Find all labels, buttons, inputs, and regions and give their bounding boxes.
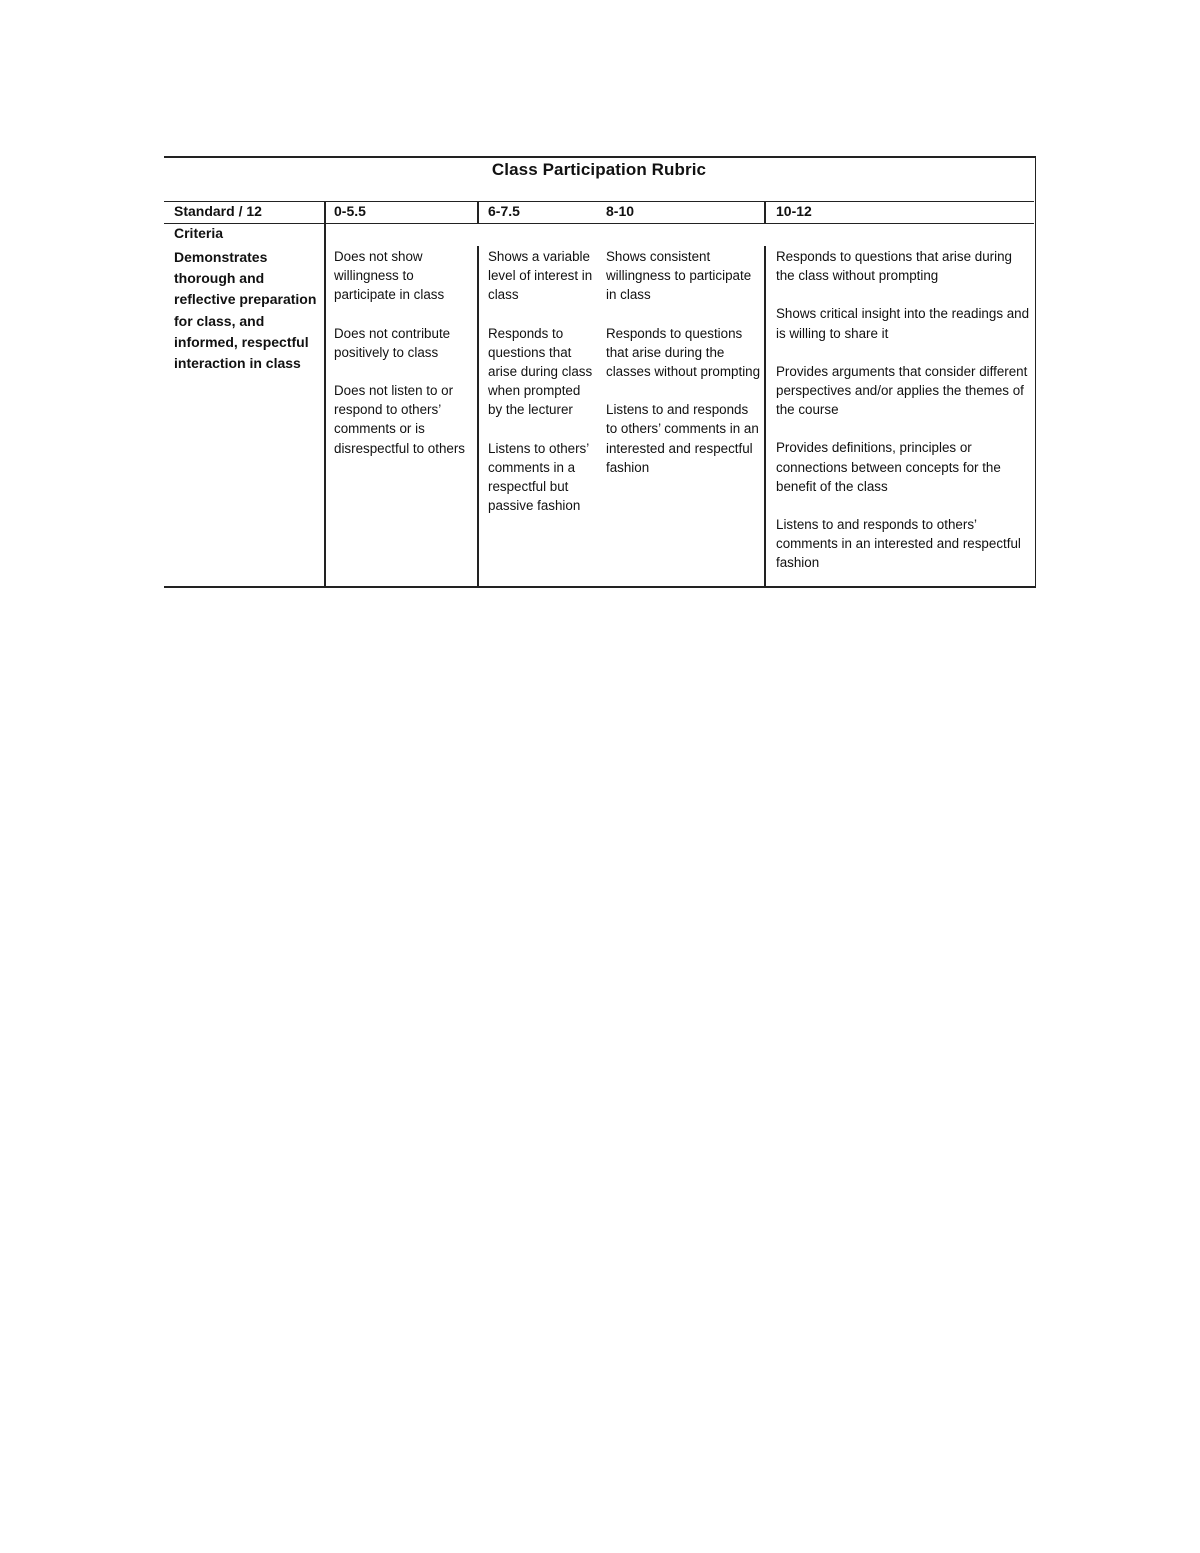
- header-score-8-10: 8-10: [606, 203, 635, 219]
- column-6-7-5: [488, 247, 596, 534]
- column-divider: [764, 202, 766, 224]
- descriptor: Shows consistent willingness to participate in class: [606, 249, 752, 303]
- title-row: [164, 158, 1034, 202]
- column-8-10: [606, 247, 762, 496]
- column-divider: [477, 246, 479, 588]
- criteria-label: Criteria: [174, 225, 224, 241]
- class-participation-rubric-table: [164, 156, 1036, 588]
- descriptor: Does not listen to or respond to others’ comments or is disrespectful to others: [334, 383, 465, 456]
- descriptor: Shows critical insight into the readings and is willing to share it: [776, 306, 1030, 341]
- header-score-0-5-5: 0-5.5: [334, 203, 366, 219]
- header-score-10-12: 10-12: [776, 203, 812, 219]
- descriptor: Provides definitions, principles or connections between concepts for the benefit of the class: [776, 440, 1001, 494]
- descriptor: Shows a variable level of interest in class: [488, 249, 593, 303]
- descriptor: Responds to questions that arise during the classes without prompting: [606, 325, 761, 380]
- descriptor: Responds to questions that arise during the class without prompting: [776, 249, 1012, 284]
- column-divider: [324, 202, 326, 588]
- descriptor: Does not contribute positively to class: [334, 325, 451, 360]
- descriptor: Does not show willingness to participate in class: [334, 249, 445, 303]
- column-0-5-5: [334, 247, 470, 477]
- descriptor: Responds to questions that arise during class when prompted by the lecturer: [488, 325, 593, 418]
- header-score-6-7-5: 6-7.5: [488, 203, 520, 219]
- rubric-title: Class Participation Rubric: [491, 160, 707, 179]
- column-divider: [477, 202, 479, 224]
- standard-description: Demonstrates thorough and reflective preparation for class, and informed, respectful interaction in class: [174, 249, 317, 372]
- descriptor: Provides arguments that consider different perspectives and/or applies the themes of the course: [776, 363, 1028, 418]
- header-row: [164, 202, 1034, 224]
- descriptor: Listens to others’ comments in a respectful but passive fashion: [488, 440, 589, 514]
- descriptor: Listens to and responds to others’ comments in an interested and respectful fashion: [776, 517, 1021, 571]
- descriptor: Listens to and responds to others’ comments in an interested and respectful fashion: [606, 402, 759, 475]
- header-standard: Standard / 12: [174, 203, 262, 219]
- column-10-12: [776, 247, 1030, 592]
- column-divider: [764, 246, 766, 588]
